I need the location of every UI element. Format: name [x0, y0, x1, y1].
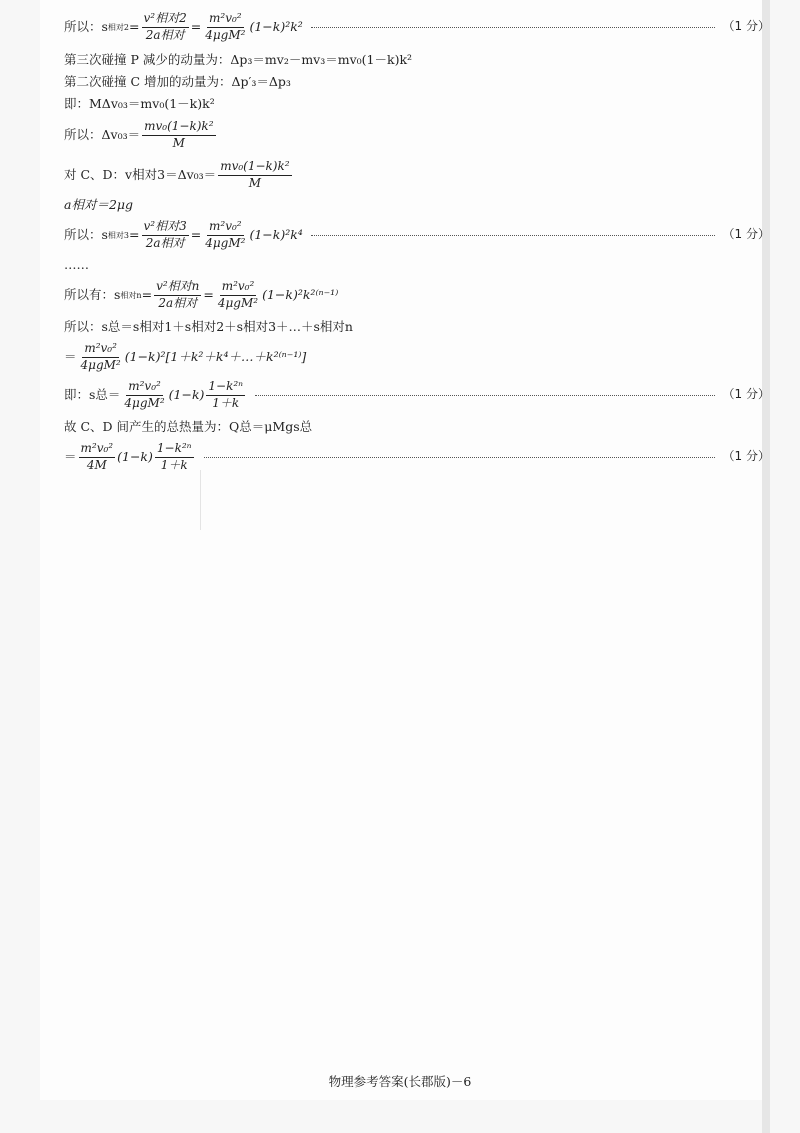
denominator: 4μgM²: [205, 235, 246, 250]
term: (1−k)²k²: [249, 19, 303, 35]
numerator: v²相对n: [154, 280, 201, 296]
term: (1−k)²k²⁽ⁿ⁻¹⁾: [262, 287, 339, 303]
score-mark: （1 分）: [722, 227, 770, 242]
denominator: 4μgM²: [124, 395, 165, 410]
total-heat-result: [64, 442, 770, 473]
denominator: 1＋k: [212, 395, 240, 410]
fraction: [216, 280, 260, 311]
equals: =: [203, 287, 214, 303]
equals: ＝: [64, 449, 77, 465]
text: 即：MΔv₀₃＝mv₀(1－k)k²: [64, 96, 215, 111]
denominator: 1＋k: [160, 457, 188, 472]
fraction: [206, 380, 245, 411]
subscript: 相对3: [107, 230, 130, 240]
text: 第二次碰撞 C 增加的动量为：Δp′₃＝Δp₃: [64, 74, 291, 89]
dot-leader: [255, 395, 715, 396]
equals: =: [129, 19, 140, 35]
text: 第三次碰撞 P 减少的动量为：Δp₃＝mv₂－mv₃＝mv₀(1－k)k²: [64, 52, 413, 67]
denominator: 2a相对: [145, 235, 185, 250]
page-footer: 物理参考答案(长郡版)－6: [328, 1074, 472, 1089]
fraction: [203, 220, 247, 251]
relative-acceleration: [64, 198, 770, 212]
dot-leader: [204, 457, 715, 458]
label: 所以：s: [64, 19, 108, 35]
subscript: 相对2: [107, 22, 130, 32]
denominator: 4μgM²: [205, 27, 246, 42]
score-mark: （1 分）: [722, 387, 770, 402]
numerator: v²相对2: [142, 12, 189, 28]
fraction: [122, 380, 166, 411]
formula-s-reln: [64, 280, 770, 311]
numerator: m²v₀²: [207, 220, 244, 236]
numerator: v²相对3: [142, 220, 189, 236]
text: 所以：s总＝s相对1＋s相对2＋s相对3＋…＋s相对n: [64, 319, 353, 334]
label: 所以：s: [64, 227, 108, 243]
label: 所以：Δv₀₃＝: [64, 127, 141, 143]
fraction: [203, 12, 247, 43]
equals: ＝: [64, 349, 77, 365]
fraction: [79, 442, 116, 473]
score-mark: （1 分）: [722, 19, 770, 34]
text: ……: [64, 257, 89, 272]
numerator: 1−k²ⁿ: [155, 442, 194, 458]
denominator: 4M: [86, 457, 107, 472]
numerator: m²v₀²: [79, 442, 116, 458]
equals: =: [190, 227, 202, 243]
scan-artifact: [200, 470, 201, 530]
term: (1−k)²[1＋k²＋k⁴＋…＋k²⁽ⁿ⁻¹⁾]: [124, 349, 307, 365]
equals: =: [190, 19, 202, 35]
text: 故 C、D 间产生的总热量为：Q总＝μMgs总: [64, 419, 313, 434]
dot-leader: [311, 27, 715, 28]
label: 所以有：s: [64, 287, 121, 303]
denominator: 4μgM²: [80, 357, 121, 372]
text: a相对＝2μg: [64, 197, 134, 212]
equals: =: [141, 287, 153, 303]
total-distance-sum: [64, 320, 770, 334]
fraction: [155, 442, 194, 473]
numerator: 1−k²ⁿ: [206, 380, 245, 396]
total-heat-line: [64, 420, 770, 434]
series-expansion: [64, 342, 770, 373]
ellipsis-line: [64, 258, 770, 272]
denominator: 2a相对: [158, 295, 198, 310]
denominator: 4μgM²: [217, 295, 259, 310]
term: (1−k)²k⁴: [249, 227, 303, 243]
score-mark: （1 分）: [722, 449, 770, 464]
formula-s-rel2: [64, 12, 770, 43]
denominator: M: [172, 135, 185, 150]
numerator: m²v₀²: [82, 342, 119, 358]
label: 对 C、D：v相对3＝Δv₀₃＝: [64, 167, 217, 183]
fraction: [79, 342, 123, 373]
relative-velocity-formula: [64, 160, 770, 191]
subscript: 相对n: [120, 290, 142, 300]
numerator: mv₀(1−k)k²: [218, 160, 291, 176]
fraction: [142, 220, 189, 251]
term: (1−k): [117, 449, 153, 465]
total-distance-result: [64, 380, 770, 411]
fraction: [142, 12, 189, 43]
fraction: [154, 280, 201, 311]
numerator: mv₀(1−k)k²: [142, 120, 215, 136]
equals: =: [129, 227, 140, 243]
denominator: 2a相对: [145, 27, 185, 42]
fraction: [218, 160, 291, 191]
denominator: M: [248, 175, 262, 190]
numerator: m²v₀²: [126, 380, 163, 396]
term: (1−k): [168, 387, 205, 403]
fraction: [142, 120, 215, 151]
numerator: m²v₀²: [207, 12, 244, 28]
label: 即：s总＝: [64, 387, 121, 403]
delta-v-formula: [64, 120, 770, 151]
formula-s-rel3: [64, 220, 770, 251]
numerator: m²v₀²: [220, 280, 257, 296]
dot-leader: [311, 235, 715, 236]
momentum-p-line: [64, 53, 770, 67]
momentum-c-line: [64, 75, 770, 89]
momentum-equation: [64, 97, 770, 111]
